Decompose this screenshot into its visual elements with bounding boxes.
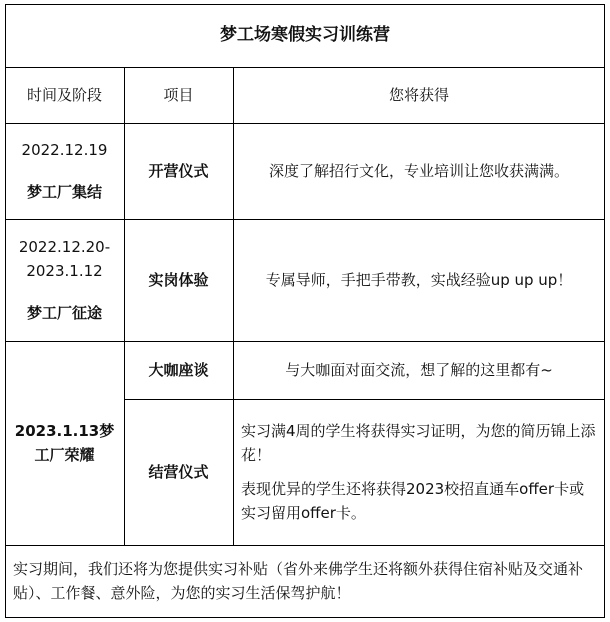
row4-benefit-paragraph-1: 实习满4周的学生将获得实习证明，为您的简历锦上添花！ xyxy=(241,422,596,464)
row2-stage: 梦工厂征途 xyxy=(26,304,102,322)
row3-benefit: 与大咖面对面交流，想了解的这里都有~ xyxy=(285,361,553,379)
page-title: 梦工场寒假实习训练营 xyxy=(220,24,390,45)
row3-time-line2: 工厂荣耀 xyxy=(34,446,95,464)
row2-time-start: 2022.12.20- xyxy=(18,238,111,256)
row2-project: 实岗体验 xyxy=(148,271,209,289)
row1-benefit: 深度了解招行文化，专业培训让您收获满满。 xyxy=(268,162,569,180)
row3-project: 大咖座谈 xyxy=(148,361,209,379)
row2-time-end: 2023.1.12 xyxy=(26,262,103,280)
row1-time-stage xyxy=(5,123,124,219)
header-benefit: 您将获得 xyxy=(388,86,449,104)
row3-time-line1: 2023.1.13梦 xyxy=(14,422,115,440)
row2-time-stage xyxy=(5,219,124,341)
row4-project: 结营仪式 xyxy=(148,463,209,481)
row3-time-stage xyxy=(5,341,124,545)
header-time-stage: 时间及阶段 xyxy=(26,86,102,104)
row2-benefit: 专属导师，手把手带教，实战经验up up up！ xyxy=(265,271,573,289)
row1-stage: 梦工厂集结 xyxy=(26,183,102,201)
table-border-bottom xyxy=(5,617,605,618)
row1-project: 开营仪式 xyxy=(148,162,209,180)
header-project: 项目 xyxy=(163,86,194,104)
training-camp-table xyxy=(5,4,605,618)
row4-benefit xyxy=(233,399,605,545)
row4-benefit-paragraph-2: 表现优异的学生还将获得2023校招直通车offer卡或实习留用offer卡。 xyxy=(241,480,585,522)
footer-note: 实习期间，我们还将为您提供实习补贴（省外来佛学生还将额外获得住宿补贴及交通补贴）、工作餐、意外险，为您的实习生活保驾护航！ xyxy=(13,560,584,602)
row1-time: 2022.12.19 xyxy=(21,141,108,159)
